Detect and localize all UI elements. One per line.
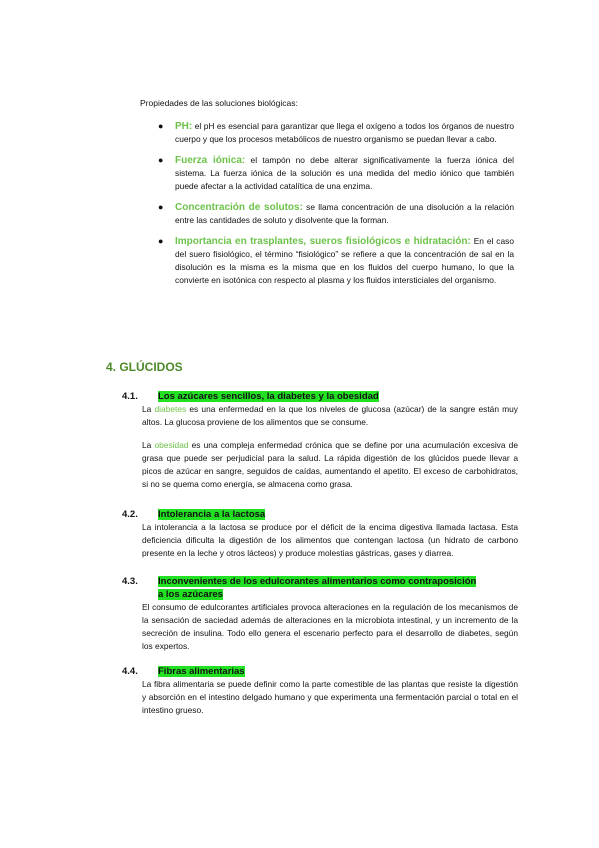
section-body bbox=[142, 521, 518, 560]
section-4-1 bbox=[122, 390, 518, 501]
section-heading bbox=[122, 665, 518, 678]
list-item bbox=[158, 120, 514, 146]
intro-text: Propiedades de las soluciones biológicas: bbox=[140, 98, 298, 108]
section-4-4 bbox=[122, 665, 518, 727]
bullet-icon: ● bbox=[158, 236, 164, 246]
paragraph: La fibra alimentaria se puede definir como la parte comestible de las plantas que resiste la digestión y absorción en el intestino delgado humano y que experimenta una fermentación parcial o total en el intestino grueso. bbox=[142, 679, 518, 715]
text-run: es una compleja enfermedad crónica que se define por una acumulación excesiva de grasa que puede ser perjudicial para la salud. La rápida digestión de los glúcidos puede llevar a picos de azúcar en sangre, seguidos de caídas, aumentando el apetito. El exceso de carbohidratos, si no se quema como energía, se almacena como grasa. bbox=[142, 440, 518, 489]
text-run: es una enfermedad en la que los niveles de glucosa (azúcar) de la sangre están muy altos. La glucosa proviene de los alimentos que se consume. bbox=[142, 404, 518, 427]
section-title: Fibras alimentarias bbox=[158, 666, 245, 677]
paragraph: El consumo de edulcorantes artificiales provoca alteraciones en la regulación de los mecanismos de la sensación de saciedad además de alteraciones en la microbiota intestinal, y un incremento de la secreción de insulina. Todo ello genera el escenario perfecto para el desarrollo de diabetes, según los expertos. bbox=[142, 602, 518, 651]
section-4-2 bbox=[122, 508, 518, 570]
text-run: La bbox=[142, 404, 155, 414]
bullet-text: el tampón no debe alterar significativamente la fuerza iónica del sistema. La fuerza iónica de la solución es una medida del medio iónico que también puede afectar a la actividad catalítica de una enzima. bbox=[175, 155, 514, 191]
bullet-icon: ● bbox=[158, 202, 164, 212]
section-body bbox=[142, 678, 518, 717]
paragraph: La intolerancia a la lactosa se produce por el déficit de la encima digestiva llamada lactasa. Esta deficiencia dificulta la digestión de los alimentos que contengan lactosa (un hidrato de carbono presente en la leche y otros lácteos) y produce molestias gástricas, gases y diarrea. bbox=[142, 522, 518, 558]
bullet-icon: ● bbox=[158, 121, 164, 131]
section-heading bbox=[122, 575, 518, 601]
bullet-text: En el caso del suero fisiológico, el término “fisiológico” se refiere a que la concentración de sal en la disolución es la misma es la misma que en los fluidos del cuerpo humano, lo que la convierte en isotónica con respecto al plasma y los fluidos intersticiales del organismo. bbox=[175, 236, 515, 285]
keyword: diabetes bbox=[154, 404, 187, 414]
list-item bbox=[158, 235, 514, 287]
properties-list bbox=[158, 120, 514, 295]
section-title: Los azúcares sencillos, la diabetes y la obesidad bbox=[158, 391, 379, 402]
section-title: Intolerancia a la lactosa bbox=[158, 509, 266, 520]
section-body bbox=[142, 403, 518, 491]
section-number: 4.3. bbox=[122, 576, 138, 587]
list-item bbox=[158, 154, 514, 193]
section-body bbox=[142, 601, 518, 653]
bullet-icon: ● bbox=[158, 155, 164, 165]
section-4-3 bbox=[122, 575, 518, 663]
keyword: obesidad bbox=[154, 440, 189, 450]
bullet-term: Importancia en trasplantes, sueros fisiológicos e hidratación: bbox=[175, 236, 471, 247]
section-heading bbox=[122, 390, 518, 403]
paragraph bbox=[142, 403, 518, 429]
section-heading bbox=[122, 508, 518, 521]
bullet-term: Fuerza iónica: bbox=[175, 155, 246, 166]
bullet-term: PH: bbox=[175, 121, 193, 132]
section-title-line-1: Inconvenientes de los edulcorantes alimentarios como contraposición bbox=[158, 576, 477, 587]
bullet-text: se llama concentración de una disolución a la relación entre las cantidades de soluto y disolvente que la forman. bbox=[175, 202, 514, 225]
paragraph bbox=[142, 439, 518, 491]
bullet-text: el pH es esencial para garantizar que llega el oxígeno a todos los órganos de nuestro cuerpo y que los procesos metabólicos de nuestro organismo se puedan llevar a cabo. bbox=[175, 121, 514, 144]
section-number: 4.1. bbox=[122, 391, 138, 402]
section-number: 4.2. bbox=[122, 509, 138, 520]
section-title-line-2: a los azúcares bbox=[158, 589, 223, 600]
list-item bbox=[158, 201, 514, 227]
chapter-heading: 4. GLÚCIDOS bbox=[106, 360, 183, 374]
bullet-term: Concentración de solutos: bbox=[175, 202, 303, 213]
text-run: La bbox=[142, 440, 155, 450]
section-number: 4.4. bbox=[122, 666, 138, 677]
